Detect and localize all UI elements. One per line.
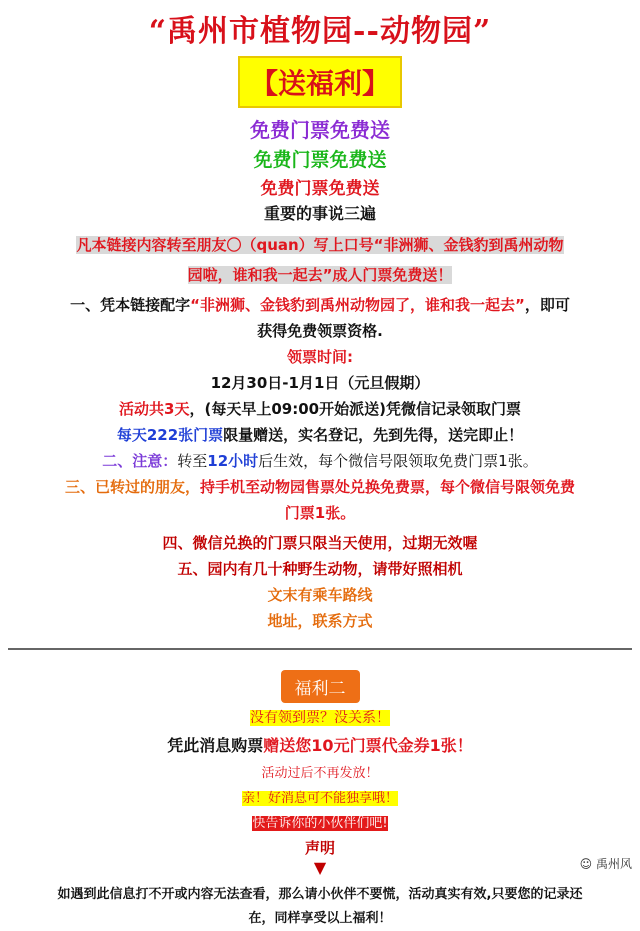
statement-label: 声明 — [304, 839, 335, 857]
rule-two — [0, 448, 640, 474]
daily-line — [0, 422, 640, 448]
share-only-text: 亲！好消息可不能独享哦！ — [241, 791, 398, 806]
banner-wrap — [0, 56, 640, 108]
repeat-line-1: 免费门票免费送 — [250, 118, 390, 142]
important-line: 重要的事说三遍 — [263, 204, 376, 223]
daily-rest: 限量赠送，实名登记，先到先得，送完即止！ — [223, 426, 524, 444]
notice — [0, 883, 640, 931]
share-text-2-span: 园啦，谁和我一起去”成人门票免费送！ — [187, 266, 453, 284]
share-text-1-span: 凡本链接内容转至朋友〇（quan）写上口号“非洲狮、金钱豹到禹州动物 — [76, 236, 564, 254]
share-only-line — [0, 787, 640, 806]
wechat-watermark — [580, 855, 632, 872]
no-ticket-line — [0, 707, 640, 727]
welfare-two-wrap — [0, 670, 640, 703]
welfare-two-badge: 福利二 — [281, 670, 360, 703]
rule-two-b: 转至 — [177, 452, 208, 470]
page-title: “禹州市植物园--动物园” — [148, 14, 492, 49]
expired-line: 活动过后不再发放！ — [261, 766, 379, 781]
page — [0, 6, 640, 926]
daily-count: 每天222张门票 — [116, 426, 224, 444]
rule-four: 四、微信兑换的门票只限当天使用，过期无效喔 — [162, 534, 478, 552]
divider — [8, 648, 632, 650]
rule-one — [0, 292, 640, 344]
address-line: 地址，联系方式 — [267, 612, 373, 630]
time-label: 领票时间: — [287, 348, 353, 366]
rule-one-d: 获得免费领票资格. — [257, 322, 383, 340]
rule-three-b: 持手机至动物园售票处兑换免费票，每个微信号限领免费 — [200, 478, 576, 496]
rule-five: 五、园内有几十种野生动物，请带好照相机 — [177, 560, 463, 578]
rule-three-c: 门票1张。 — [284, 504, 356, 522]
rule-two-c: 12小时 — [207, 452, 259, 470]
buy-b: 赠送您10元门票代金券1张！ — [263, 736, 473, 755]
watermark-text: 禹州风 — [595, 857, 632, 871]
rule-two-d: 后生效，每个微信号限领取免费门票1张。 — [258, 452, 538, 470]
rule-one-c: ，即可 — [524, 296, 570, 314]
notice-2: 在，同样享受以上福利！ — [248, 911, 392, 926]
buy-line — [0, 733, 640, 756]
notice-1: 如遇到此信息打不开或内容无法查看，那么请小伙伴不要慌，活动真实有效,只要您的记录还 — [57, 887, 583, 902]
activity-line — [0, 396, 640, 422]
wechat-icon: ☺ — [579, 857, 593, 871]
rule-one-b: “非洲狮、金钱豹到禹州动物园了，谁和我一起去” — [190, 296, 525, 314]
rule-one-a: 一、凭本链接配字 — [70, 296, 191, 314]
rule-three — [0, 474, 640, 526]
no-ticket-text: 没有领到票？没关系！ — [250, 710, 390, 726]
tell-line — [0, 812, 640, 831]
activity-rest: ，(每天早上09:00开始派送)凭微信记录领取门票 — [189, 400, 521, 418]
tell-text: 快告诉你的小伙伴们吧! — [252, 816, 388, 831]
welfare-banner: 【送福利】 — [238, 56, 402, 108]
date-range: 12月30日-1月1日（元旦假期） — [210, 374, 430, 392]
route-line: 文末有乘车路线 — [267, 586, 373, 604]
activity-days: 活动共3天 — [119, 400, 190, 418]
repeat-line-3: 免费门票免费送 — [260, 179, 380, 199]
rule-three-a: 三、已转过的朋友， — [64, 478, 200, 496]
share-text-2 — [0, 260, 640, 290]
rule-two-a: 二、注意： — [102, 452, 178, 470]
repeat-line-2: 免费门票免费送 — [253, 149, 387, 171]
down-arrow-icon: ▼ — [313, 858, 327, 877]
share-text-1 — [0, 230, 640, 260]
buy-a: 凭此消息购票 — [167, 736, 264, 755]
